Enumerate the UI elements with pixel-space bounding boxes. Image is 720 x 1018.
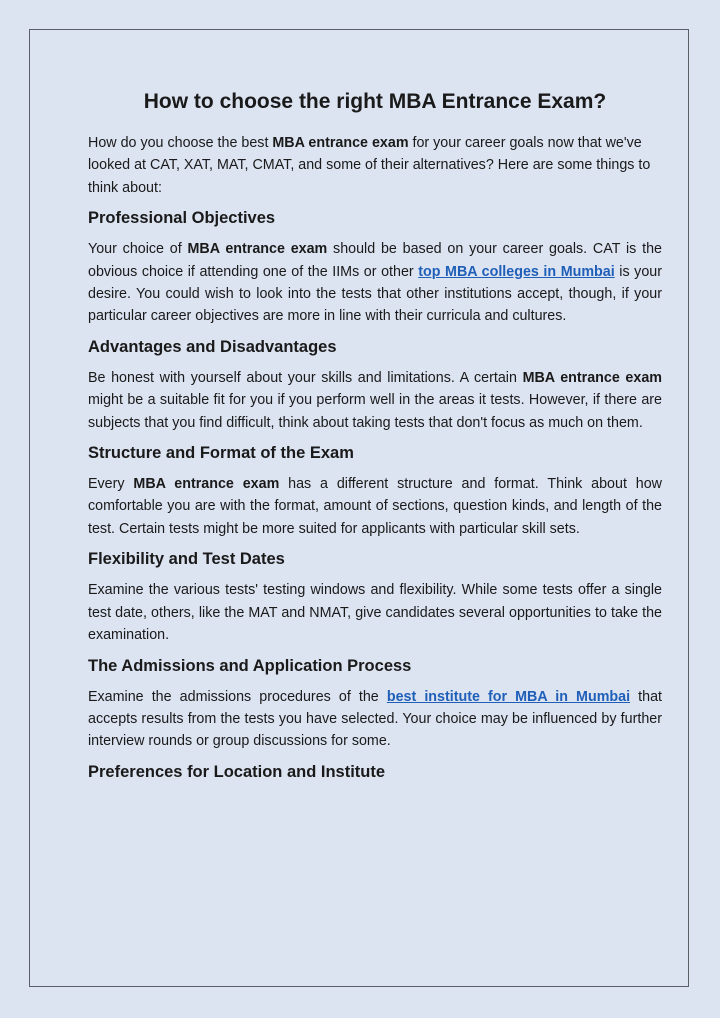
s3-text-2: has a different structure and format. Think about how comfortable you are with the format, amount of sections, question kinds, and length of the test. Certain tests might be more suited for applicants with particular skill sets. [88, 476, 662, 537]
section-paragraph-professional-objectives [88, 238, 662, 328]
document-page [29, 29, 689, 987]
s1-text-3: is your desire. You could wish to look into the tests that other institutions accept, though, if your particular career objectives are more in line with their curricula and cultures. [88, 263, 662, 325]
section-paragraph-advantages [88, 367, 662, 434]
s3-text: Every [88, 476, 134, 493]
s1-bold: MBA entrance exam [187, 241, 328, 258]
section-paragraph-admissions [88, 686, 662, 753]
section-heading-admissions: The Admissions and Application Process [88, 656, 412, 675]
s4-text: Examine the various tests' testing windows and flexibility. While some tests offer a single test date, others, like the MAT and NMAT, give candidates several opportunities to take the examination. [88, 582, 662, 644]
section-heading-advantages: Advantages and Disadvantages [88, 337, 337, 356]
s2-bold: MBA entrance exam [522, 369, 662, 386]
s5-text: Examine the admissions procedures of the [88, 688, 387, 705]
s2-text-2: might be a suitable fit for you if you perform well in the areas it tests. However, if there are subjects that you find difficult, think about taking tests that don't focus as much on them. [88, 392, 662, 431]
page-title: How to choose the right MBA Entrance Exam? [143, 90, 607, 113]
intro-text-2: for your career goals now that we've looked at CAT, XAT, MAT, CMAT, and some of their alternatives? Here are some things to think about: [88, 135, 651, 196]
intro-bold: MBA entrance exam [272, 135, 409, 151]
top-mba-colleges-link[interactable]: top MBA colleges in Mumbai [418, 263, 615, 280]
intro-paragraph [88, 132, 662, 199]
s1-text-2: should be based on your career goals. CAT is the obvious choice if attending one of the IIMs or other [88, 241, 662, 280]
intro-text: How do you choose the best [88, 135, 273, 151]
section-heading-location: Preferences for Location and Institute [88, 762, 386, 781]
section-heading-structure: Structure and Format of the Exam [88, 444, 354, 463]
best-institute-link[interactable]: best institute for MBA in Mumbai [386, 688, 631, 705]
section-heading-professional-objectives: Professional Objectives [88, 209, 276, 228]
s2-text: Be honest with yourself about your skills and limitations. A certain [88, 369, 523, 386]
section-heading-flexibility: Flexibility and Test Dates [88, 550, 285, 569]
section-paragraph-flexibility [88, 579, 662, 646]
section-paragraph-structure [88, 473, 662, 540]
s1-text: Your choice of [88, 241, 188, 258]
document-content [88, 90, 662, 792]
s3-bold: MBA entrance exam [133, 476, 280, 493]
s5-text-2: that accepts results from the tests you have selected. Your choice may be influenced by further interview rounds or group discussions for some. [88, 688, 662, 750]
